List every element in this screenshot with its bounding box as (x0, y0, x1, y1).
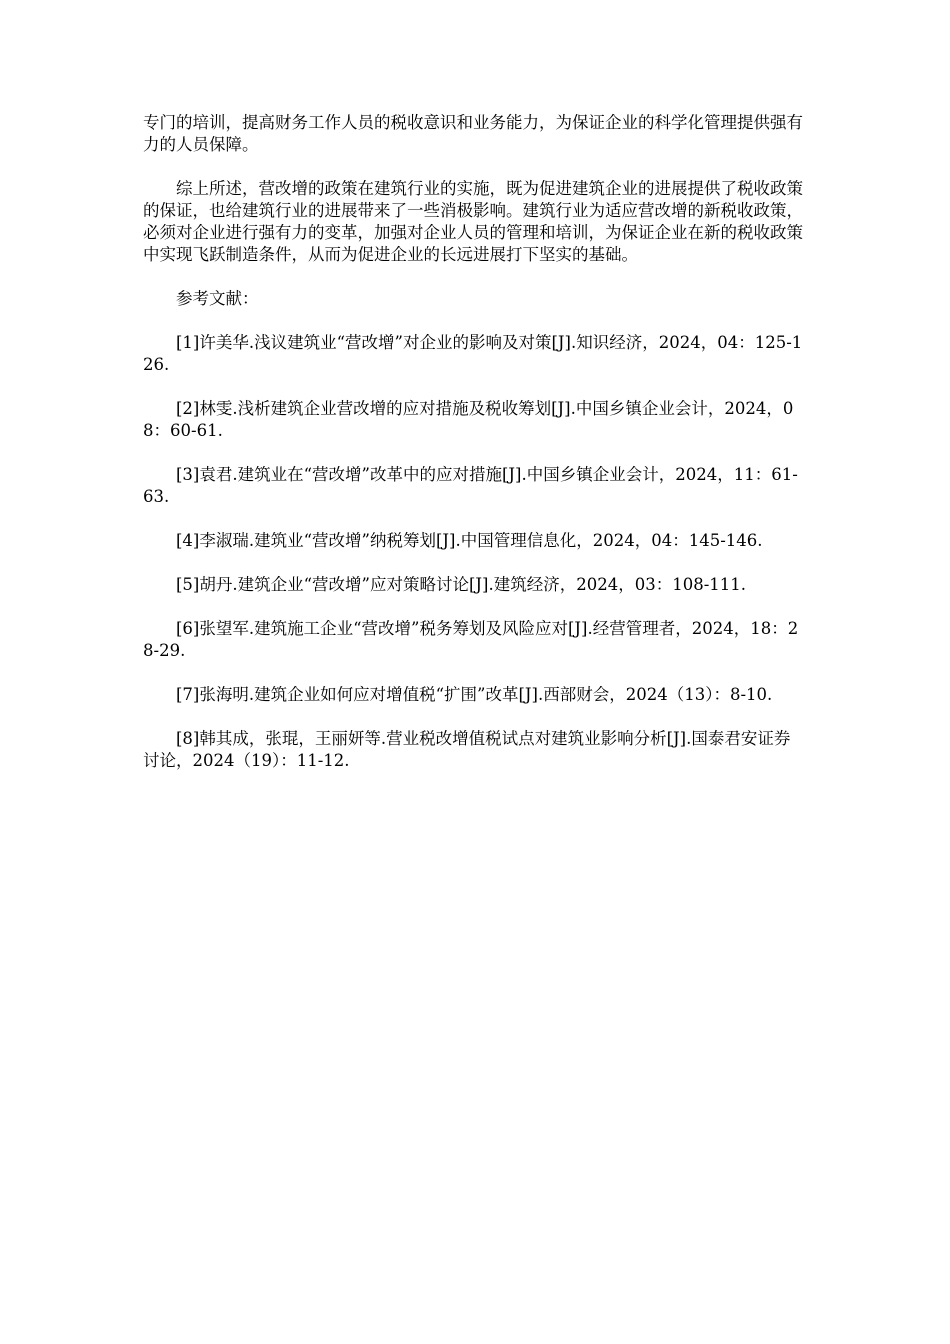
reference-item-3: [3]袁君.建筑业在“营改增”改革中的应对措施[J].中国乡镇企业会计，2024，11：61-63. (143, 465, 798, 506)
references-heading: 参考文献： (176, 289, 259, 308)
reference-item-8: [8]韩其成，张琨，王丽妍等.营业税改增值税试点对建筑业影响分析[J].国泰君安证券讨论，2024（19）：11-12. (143, 729, 791, 770)
reference-item-4: [4]李淑瑞.建筑业“营改增”纳税筹划[J].中国管理信息化，2024，04：145-146. (176, 531, 763, 550)
document-page (143, 112, 803, 794)
reference-item-2: [2]林雯.浅析建筑企业营改增的应对措施及税收筹划[J].中国乡镇企业会计，2024，08：60-61. (143, 399, 794, 440)
reference-item-6: [6]张望军.建筑施工企业“营改增”税务筹划及风险应对[J].经营管理者，2024，18：28-29. (143, 619, 799, 660)
body-paragraph-continuation: 专门的培训，提高财务工作人员的税收意识和业务能力，为保证企业的科学化管理提供强有力的人员保障。 (143, 113, 803, 154)
reference-list (143, 332, 803, 772)
reference-item-1: [1]许美华.浅议建筑业“营改增”对企业的影响及对策[J].知识经济，2024，04：125-126. (143, 333, 803, 374)
reference-item-7: [7]张海明.建筑企业如何应对增值税“扩围”改革[J].西部财会，2024（13）：8-10. (176, 685, 773, 704)
body-paragraph-conclusion: 综上所述，营改增的政策在建筑行业的实施，既为促进建筑企业的进展提供了税收政策的保证，也给建筑行业的进展带来了一些消极影响。建筑行业为适应营改增的新税收政策，必须对企业进行强有力的变革，加强对企业人员的管理和培训，为保证企业在新的税收政策中实现飞跃制造条件，从而为促进企业的长远进展打下坚实的基础。 (143, 179, 803, 264)
reference-item-5: [5]胡丹.建筑企业“营改增”应对策略讨论[J].建筑经济，2024，03：108-111. (176, 575, 747, 594)
